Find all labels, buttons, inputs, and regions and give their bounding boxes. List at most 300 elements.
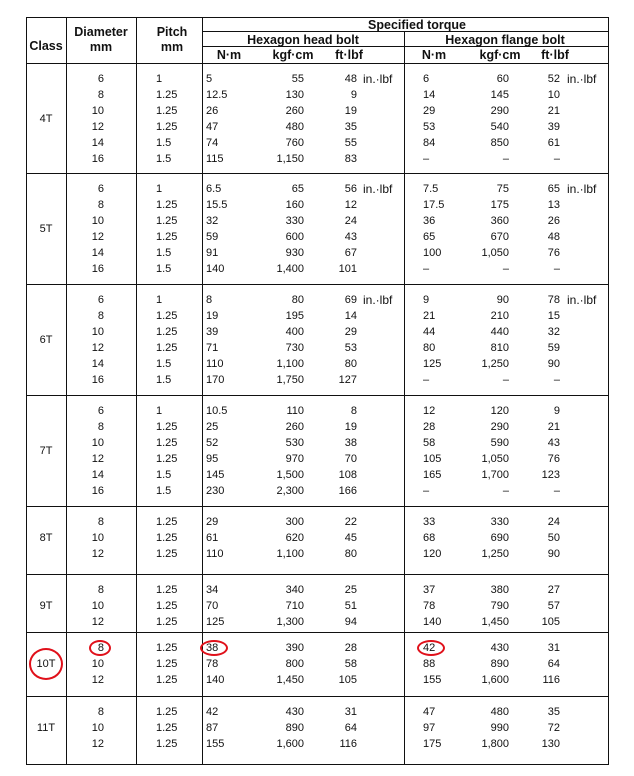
cell-fn: 28 — [423, 421, 436, 433]
cell-hn: 19 — [206, 310, 219, 322]
cell-hn: 6.5 — [206, 183, 222, 195]
class-label: 4T — [39, 113, 53, 125]
cell-p: 1.25 — [156, 215, 178, 227]
cell-p: 1.5 — [156, 485, 172, 497]
cell-hk: 760 — [285, 137, 304, 149]
cell-fk: 1,600 — [481, 674, 509, 686]
cell-fk: 145 — [490, 89, 509, 101]
cell-ff: – — [553, 374, 560, 386]
cell-hn: 42 — [206, 706, 219, 718]
torque-spec-table — [26, 17, 609, 765]
cell-p: 1.5 — [156, 374, 172, 386]
cell-p: 1.25 — [156, 600, 178, 612]
cell-hk: 620 — [285, 532, 304, 544]
cell-hf: 9 — [350, 89, 357, 101]
cell-hf: 22 — [344, 516, 357, 528]
cell-fk: 890 — [490, 658, 509, 670]
cell-hf: 43 — [344, 231, 357, 243]
header-diameter: Diameter — [74, 25, 128, 39]
cell-ff: 64 — [547, 658, 560, 670]
cell-hf: 45 — [344, 532, 357, 544]
cell-p: 1.25 — [156, 658, 178, 670]
cell-ff: 61 — [547, 137, 560, 149]
cell-ff: 90 — [547, 548, 560, 560]
cell-ff: 21 — [547, 421, 560, 433]
cell-hn: 10.5 — [206, 405, 228, 417]
cell-hf: 166 — [338, 485, 357, 497]
cell-fn: 165 — [423, 469, 442, 481]
cell-ff: 123 — [541, 469, 560, 481]
class-label: 6T — [39, 334, 53, 346]
cell-fn: 42 — [423, 642, 436, 654]
cell-fn: – — [423, 485, 430, 497]
cell-hn: 32 — [206, 215, 219, 227]
cell-hn: 110 — [206, 548, 224, 560]
cell-d: 14 — [91, 137, 104, 149]
cell-hf: 31 — [344, 706, 357, 718]
cell-hn: 15.5 — [206, 199, 228, 211]
cell-fk: 670 — [490, 231, 509, 243]
cell-fn: 58 — [423, 437, 436, 449]
cell-p: 1 — [156, 294, 163, 306]
cell-hn: 110 — [206, 358, 224, 370]
cell-fk: 810 — [490, 342, 509, 354]
cell-p: 1.25 — [156, 738, 178, 750]
cell-ff: 32 — [547, 326, 560, 338]
cell-p: 1.25 — [156, 674, 178, 686]
cell-fk: – — [502, 153, 509, 165]
cell-ff: 24 — [547, 516, 560, 528]
cell-hk: 330 — [285, 215, 304, 227]
cell-d: 12 — [91, 121, 104, 133]
cell-d: 10 — [91, 326, 104, 338]
cell-fn: 80 — [423, 342, 436, 354]
cell-d: 10 — [91, 105, 104, 117]
class-label: 8T — [39, 532, 53, 544]
cell-d: 10 — [91, 437, 104, 449]
cell-p: 1.25 — [156, 548, 178, 560]
cell-hu: in.·lbf — [363, 293, 393, 307]
cell-hk: 730 — [285, 342, 304, 354]
class-label: 10T — [36, 658, 56, 670]
cell-d: 6 — [97, 294, 104, 306]
cell-hf: 58 — [344, 658, 357, 670]
cell-hn: 125 — [206, 616, 225, 628]
cell-hn: 140 — [206, 674, 225, 686]
cell-ff: 52 — [547, 73, 560, 85]
cell-d: 6 — [97, 183, 104, 195]
cell-d: 16 — [91, 374, 104, 386]
cell-hf: 105 — [338, 674, 357, 686]
cell-ff: 76 — [547, 453, 560, 465]
cell-d: 8 — [97, 706, 104, 718]
cell-d: 10 — [91, 722, 104, 734]
cell-fk: 360 — [490, 215, 509, 227]
cell-p: 1.5 — [156, 469, 172, 481]
cell-fk: 290 — [490, 105, 509, 117]
cell-hk: 1,750 — [276, 374, 304, 386]
cell-p: 1 — [156, 183, 163, 195]
class-label: 7T — [39, 445, 53, 457]
cell-fk: 1,050 — [481, 453, 509, 465]
cell-hf: 38 — [344, 437, 357, 449]
cell-ff: – — [553, 263, 560, 275]
cell-fn: 9 — [423, 294, 430, 306]
cell-hf: 101 — [338, 263, 357, 275]
cell-fu: in.·lbf — [567, 182, 597, 196]
cell-fk: 380 — [490, 584, 509, 596]
cell-hk: 2,300 — [276, 485, 304, 497]
cell-hn: 74 — [206, 137, 219, 149]
cell-ff: 48 — [547, 231, 560, 243]
cell-d: 8 — [97, 310, 104, 322]
cell-hk: 110 — [286, 405, 304, 417]
cell-hk: 195 — [285, 310, 304, 322]
value-circle-annotation — [417, 640, 445, 656]
cell-p: 1.25 — [156, 199, 178, 211]
cell-fn: 21 — [423, 310, 436, 322]
cell-p: 1.25 — [156, 516, 178, 528]
cell-d: 8 — [97, 516, 104, 528]
cell-hn: 59 — [206, 231, 219, 243]
cell-hn: 5 — [206, 73, 213, 85]
cell-fn: 17.5 — [423, 199, 445, 211]
cell-hk: 130 — [285, 89, 304, 101]
cell-fk: 440 — [490, 326, 509, 338]
cell-fn: 14 — [423, 89, 436, 101]
cell-ff: 10 — [547, 89, 560, 101]
cell-d: 16 — [91, 263, 104, 275]
class-label: 11T — [36, 722, 56, 734]
cell-hk: 300 — [285, 516, 304, 528]
cell-hk: 1,300 — [276, 616, 304, 628]
cell-hk: 1,500 — [276, 469, 304, 481]
cell-hk: 1,100 — [276, 548, 304, 560]
cell-hn: 115 — [206, 153, 224, 165]
cell-d: 10 — [91, 215, 104, 227]
table-grid — [26, 17, 609, 765]
cell-fk: 540 — [490, 121, 509, 133]
cell-d: 14 — [91, 247, 104, 259]
class-label: 9T — [39, 600, 53, 612]
header-flange-kgfcm: kgf·cm — [479, 48, 521, 62]
value-circle-annotation — [89, 640, 111, 656]
header-flange-nm: N·m — [421, 48, 447, 62]
cell-fk: 590 — [490, 437, 509, 449]
cell-ff: 90 — [547, 358, 560, 370]
cell-fk: 1,450 — [481, 616, 509, 628]
cell-ff: 9 — [553, 405, 560, 417]
header-head-nm: N·m — [216, 48, 242, 62]
cell-fk: 175 — [490, 199, 509, 211]
cell-fn: 6 — [423, 73, 430, 85]
cell-hk: 890 — [285, 722, 304, 734]
cell-ff: 116 — [542, 674, 560, 686]
cell-fk: 210 — [490, 310, 509, 322]
cell-d: 12 — [91, 342, 104, 354]
cell-fu: in.·lbf — [567, 293, 597, 307]
cell-hn: 155 — [206, 738, 225, 750]
cell-ff: 43 — [547, 437, 560, 449]
cell-p: 1.25 — [156, 310, 178, 322]
class-label: 5T — [39, 223, 53, 235]
cell-d: 6 — [97, 73, 104, 85]
cell-hk: 1,450 — [276, 674, 304, 686]
cell-hn: 25 — [206, 421, 219, 433]
cell-hn: 95 — [206, 453, 219, 465]
cell-fk: 1,250 — [481, 548, 509, 560]
cell-hk: 260 — [285, 105, 304, 117]
cell-p: 1.25 — [156, 326, 178, 338]
cell-hf: 70 — [344, 453, 357, 465]
cell-fn: 65 — [423, 231, 436, 243]
cell-fn: 84 — [423, 137, 436, 149]
cell-hn: 70 — [206, 600, 219, 612]
cell-p: 1.25 — [156, 121, 178, 133]
cell-fn: 47 — [423, 706, 436, 718]
cell-hf: 64 — [344, 722, 357, 734]
cell-hf: 80 — [344, 358, 357, 370]
cell-p: 1.25 — [156, 532, 178, 544]
cell-p: 1.25 — [156, 453, 178, 465]
cell-fk: 60 — [496, 73, 509, 85]
cell-hn: 87 — [206, 722, 219, 734]
cell-d: 12 — [91, 616, 104, 628]
cell-hf: 24 — [344, 215, 357, 227]
cell-d: 14 — [91, 358, 104, 370]
cell-hf: 19 — [344, 105, 357, 117]
cell-fn: 68 — [423, 532, 436, 544]
cell-fk: 290 — [490, 421, 509, 433]
cell-d: 12 — [91, 231, 104, 243]
cell-hf: 69 — [344, 294, 357, 306]
cell-fu: in.·lbf — [567, 72, 597, 86]
cell-p: 1.25 — [156, 105, 178, 117]
cell-hk: 400 — [285, 326, 304, 338]
cell-fn: 12 — [423, 405, 436, 417]
cell-fk: 1,800 — [481, 738, 509, 750]
cell-d: 16 — [91, 485, 104, 497]
cell-hn: 71 — [206, 342, 219, 354]
cell-fk: 1,050 — [481, 247, 509, 259]
cell-p: 1.25 — [156, 342, 178, 354]
cell-hn: 61 — [206, 532, 219, 544]
cell-p: 1 — [156, 405, 163, 417]
cell-fn: – — [423, 153, 430, 165]
cell-p: 1.5 — [156, 137, 172, 149]
cell-hn: 26 — [206, 105, 219, 117]
cell-hk: 1,150 — [276, 153, 304, 165]
cell-fk: 690 — [490, 532, 509, 544]
cell-hk: 1,400 — [276, 263, 304, 275]
cell-fn: – — [423, 374, 430, 386]
cell-p: 1.25 — [156, 584, 178, 596]
cell-hn: 8 — [206, 294, 213, 306]
cell-ff: 105 — [541, 616, 560, 628]
cell-fn: 120 — [423, 548, 442, 560]
cell-fk: 330 — [490, 516, 509, 528]
cell-hn: 39 — [206, 326, 219, 338]
cell-p: 1.25 — [156, 706, 178, 718]
cell-p: 1.5 — [156, 247, 172, 259]
cell-ff: 78 — [547, 294, 560, 306]
cell-hf: 108 — [338, 469, 357, 481]
header-hex-flange-bolt: Hexagon flange bolt — [445, 33, 565, 47]
cell-fn: 88 — [423, 658, 436, 670]
cell-fn: – — [423, 263, 430, 275]
cell-fn: 36 — [423, 215, 436, 227]
cell-d: 12 — [91, 548, 104, 560]
cell-fk: – — [502, 485, 509, 497]
cell-fk: 1,250 — [481, 358, 509, 370]
cell-fk: 480 — [490, 706, 509, 718]
cell-fk: 90 — [496, 294, 509, 306]
cell-d: 8 — [97, 584, 104, 596]
cell-hk: 65 — [291, 183, 304, 195]
header-hex-head-bolt: Hexagon head bolt — [247, 33, 359, 47]
cell-fn: 175 — [423, 738, 442, 750]
cell-ff: 27 — [547, 584, 560, 596]
cell-hk: 600 — [285, 231, 304, 243]
cell-hk: 930 — [285, 247, 304, 259]
cell-hf: 25 — [344, 584, 357, 596]
cell-hk: 160 — [285, 199, 304, 211]
cell-d: 12 — [91, 453, 104, 465]
cell-ff: 26 — [547, 215, 560, 227]
header-head-kgfcm: kgf·cm — [272, 48, 314, 62]
cell-hf: 55 — [344, 137, 357, 149]
cell-hf: 35 — [344, 121, 357, 133]
cell-hu: in.·lbf — [363, 72, 393, 86]
cell-hk: 340 — [285, 584, 304, 596]
cell-hk: 1,100 — [276, 358, 304, 370]
cell-fn: 100 — [423, 247, 442, 259]
cell-hf: 28 — [344, 642, 357, 654]
cell-ff: 57 — [547, 600, 560, 612]
header-head-ftlbf: ft·lbf — [335, 48, 363, 62]
cell-hk: 80 — [291, 294, 304, 306]
cell-p: 1.25 — [156, 642, 178, 654]
cell-fn: 125 — [423, 358, 442, 370]
cell-hk: 480 — [285, 121, 304, 133]
cell-hn: 170 — [206, 374, 225, 386]
cell-ff: 76 — [547, 247, 560, 259]
cell-fk: 850 — [490, 137, 509, 149]
cell-hf: 12 — [344, 199, 357, 211]
cell-hf: 53 — [344, 342, 357, 354]
value-circle-annotation — [200, 640, 228, 656]
cell-ff: 31 — [547, 642, 560, 654]
header-diameter-unit: mm — [89, 40, 113, 54]
cell-hf: 19 — [344, 421, 357, 433]
cell-fn: 44 — [423, 326, 436, 338]
cell-fk: 790 — [490, 600, 509, 612]
class-circle-annotation — [29, 648, 63, 680]
cell-hf: 94 — [344, 616, 357, 628]
header-flange-ftlbf: ft·lbf — [541, 48, 569, 62]
cell-fk: – — [502, 374, 509, 386]
cell-d: 16 — [91, 153, 104, 165]
cell-ff: 65 — [547, 183, 560, 195]
cell-fn: 29 — [423, 105, 436, 117]
cell-ff: 130 — [541, 738, 560, 750]
cell-hk: 970 — [285, 453, 304, 465]
cell-p: 1.5 — [156, 263, 172, 275]
cell-d: 6 — [97, 405, 104, 417]
cell-hf: 8 — [350, 405, 357, 417]
cell-hk: 55 — [291, 73, 304, 85]
cell-hf: 48 — [344, 73, 357, 85]
cell-hk: 710 — [285, 600, 304, 612]
cell-ff: 50 — [547, 532, 560, 544]
cell-hn: 52 — [206, 437, 219, 449]
cell-ff: 35 — [547, 706, 560, 718]
cell-fn: 105 — [423, 453, 442, 465]
cell-fk: – — [502, 263, 509, 275]
cell-p: 1 — [156, 73, 163, 85]
cell-hk: 260 — [285, 421, 304, 433]
cell-hf: 51 — [344, 600, 357, 612]
cell-fn: 140 — [423, 616, 442, 628]
cell-fk: 1,700 — [481, 469, 509, 481]
cell-hf: 83 — [344, 153, 357, 165]
cell-hn: 38 — [206, 642, 219, 654]
cell-ff: – — [553, 153, 560, 165]
cell-hk: 430 — [285, 706, 304, 718]
cell-hk: 800 — [285, 658, 304, 670]
header-pitch: Pitch — [156, 25, 188, 39]
cell-p: 1.25 — [156, 722, 178, 734]
cell-d: 10 — [91, 600, 104, 612]
cell-d: 8 — [97, 89, 104, 101]
cell-p: 1.5 — [156, 358, 172, 370]
cell-hn: 91 — [206, 247, 219, 259]
cell-p: 1.25 — [156, 616, 178, 628]
cell-d: 12 — [91, 674, 104, 686]
cell-d: 10 — [91, 532, 104, 544]
cell-ff: 21 — [547, 105, 560, 117]
cell-hu: in.·lbf — [363, 182, 393, 196]
cell-hk: 390 — [285, 642, 304, 654]
cell-hn: 47 — [206, 121, 219, 133]
cell-hk: 1,600 — [276, 738, 304, 750]
cell-d: 8 — [97, 421, 104, 433]
cell-hf: 29 — [344, 326, 357, 338]
cell-fn: 7.5 — [423, 183, 439, 195]
header-class: Class — [29, 39, 63, 53]
cell-p: 1.25 — [156, 437, 178, 449]
cell-hf: 127 — [338, 374, 357, 386]
cell-p: 1.25 — [156, 231, 178, 243]
header-pitch-unit: mm — [160, 40, 184, 54]
cell-d: 14 — [91, 469, 104, 481]
cell-hn: 145 — [206, 469, 225, 481]
cell-hf: 14 — [344, 310, 357, 322]
cell-ff: 72 — [547, 722, 560, 734]
cell-fk: 75 — [496, 183, 509, 195]
cell-ff: 59 — [547, 342, 560, 354]
cell-hn: 140 — [206, 263, 225, 275]
cell-fk: 990 — [490, 722, 509, 734]
cell-fk: 430 — [490, 642, 509, 654]
cell-hn: 230 — [206, 485, 225, 497]
cell-fn: 33 — [423, 516, 436, 528]
cell-fn: 97 — [423, 722, 436, 734]
cell-hk: 530 — [285, 437, 304, 449]
cell-fn: 155 — [423, 674, 442, 686]
cell-ff: 13 — [547, 199, 560, 211]
cell-p: 1.25 — [156, 89, 178, 101]
